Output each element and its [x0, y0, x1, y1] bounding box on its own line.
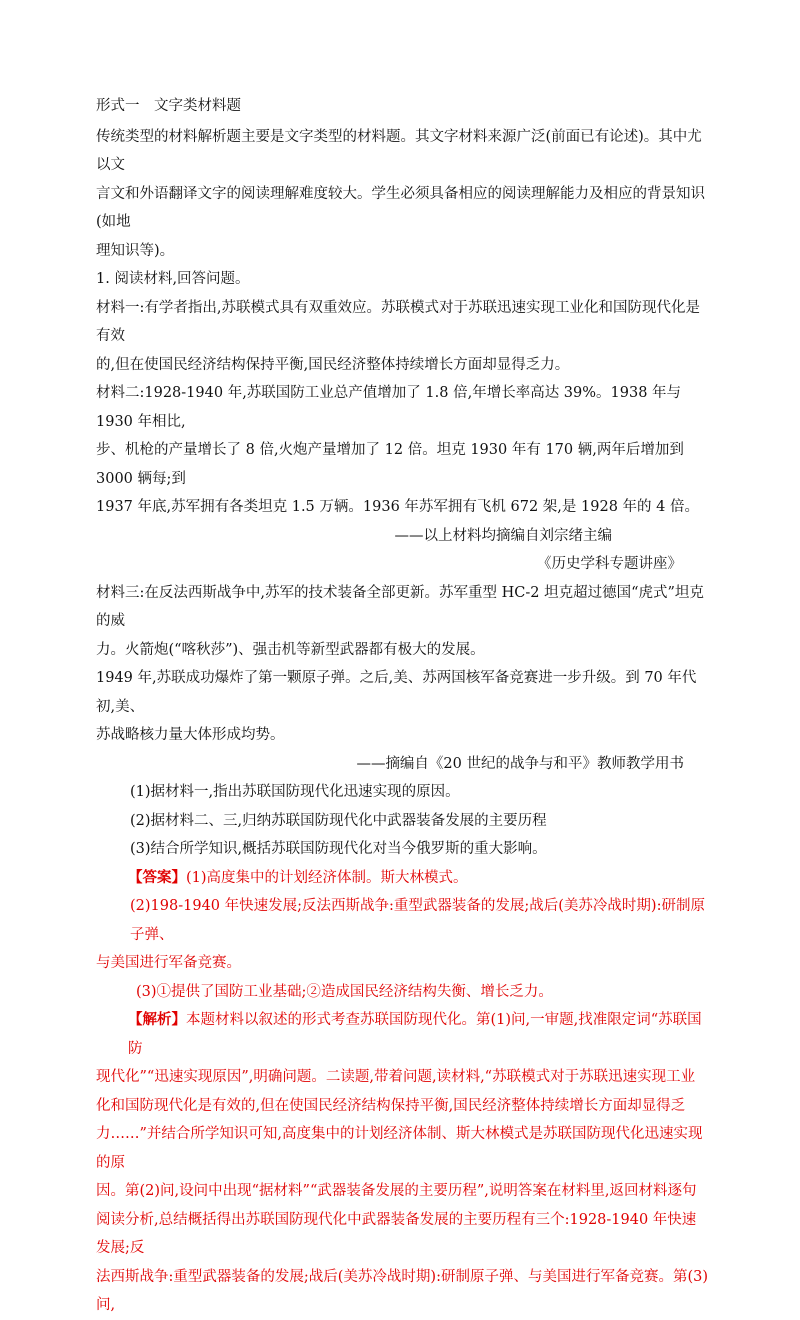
source-citation: ——以上材料均摘编自刘宗绪主编 — [394, 527, 612, 544]
answer-line — [96, 864, 708, 893]
question-item: (1)据材料一,指出苏联国防现代化迅速实现的原因。 — [130, 784, 460, 800]
question-heading: 1. 阅读材料,回答问题。 — [96, 271, 250, 287]
answer-line: 与美国进行军备竞赛。 — [96, 955, 241, 971]
material3-line: 苏战略核力量大体形成均势。 — [96, 727, 285, 743]
intro-line: 理知识等)。 — [96, 242, 175, 259]
source-citation: ——摘编自《20 世纪的战争与和平》教师教学用书 — [356, 755, 684, 772]
intro-line: 传统类型的材料解析题主要是文字类型的材料题。其文字材料来源广泛(前面已有论述)。其中尤以文 — [96, 128, 702, 173]
section-title: 形式一 文字类材料题 — [96, 98, 241, 114]
answer-line: (2)198-1940 年快速发展;反法西斯战争:重型武器装备的发展;战后(美苏冷战时期):研制原子弹、 — [130, 898, 705, 943]
analysis-line: 法西斯战争:重型武器装备的发展;战后(美苏冷战时期):研制原子弹、与美国进行军备竞赛。第(3)问, — [96, 1268, 709, 1313]
answer-label: 【答案】 — [128, 868, 186, 886]
analysis-line: 因。第(2)问,设问中出现“据材料”“武器装备发展的主要历程”,说明答案在材料里,返回材料逐句 — [96, 1183, 697, 1199]
material1-line: 材料一:有学者指出,苏联模式具有双重效应。苏联模式对于苏联迅速实现工业化和国防现代化是有效 — [96, 299, 700, 344]
analysis-line: 现代化”“迅速实现原因”,明确问题。二读题,带着问题,读材料,“苏联模式对于苏联迅速实现工业 — [96, 1069, 696, 1085]
material2-line: 材料二:1928-1940 年,苏联国防工业总产值增加了 1.8 倍,年增长率高达 39%。1938 年与 1930 年相比, — [96, 385, 682, 430]
answer-text: (1)高度集中的计划经济体制。斯大林模式。 — [186, 869, 468, 886]
question-item: (3)结合所学知识,概括苏联国防现代化对当今俄罗斯的重大影响。 — [130, 841, 547, 857]
material1-line: 的,但在使国民经济结构保持平衡,国民经济整体持续增长方面却显得乏力。 — [96, 356, 570, 373]
analysis-line — [96, 1006, 708, 1063]
material3-line: 材料三:在反法西斯战争中,苏军的技术装备全部更新。苏军重型 HC-2 坦克超过德国“虎式”坦克的威 — [96, 584, 704, 629]
material2-line: 1937 年底,苏军拥有各类坦克 1.5 万辆。1936 年苏军拥有飞机 672 架,是 1928 年的 4 倍。 — [96, 499, 699, 515]
source-citation-book: 《历史学科专题讲座》 — [537, 556, 682, 572]
analysis-line: 力……”并结合所学知识可知,高度集中的计划经济体制、斯大林模式是苏联国防现代化迅速实现的原 — [96, 1126, 703, 1171]
document-content — [96, 92, 708, 1320]
answer-line: (3)①提供了国防工业基础;②造成国民经济结构失衡、增长乏力。 — [136, 983, 553, 1000]
material3-line: 1949 年,苏联成功爆炸了第一颗原子弹。之后,美、苏两国核军备竞赛进一步升级。到 70 年代初,美、 — [96, 670, 697, 715]
material2-line: 步、机枪的产量增长了 8 倍,火炮产量增加了 12 倍。坦克 1930 年有 170 辆,两年后增加到 3000 辆每;到 — [96, 442, 684, 487]
intro-line: 言文和外语翻译文字的阅读理解难度较大。学生必须具备相应的阅读理解能力及相应的背景知识(如地 — [96, 185, 705, 230]
analysis-label: 【解析】 — [128, 1011, 186, 1028]
question-item: (2)据材料二、三,归纳苏联国防现代化中武器装备发展的主要历程 — [130, 812, 547, 829]
analysis-text: 本题材料以叙述的形式考查苏联国防现代化。第(1)问,一审题,找准限定词“苏联国防 — [128, 1012, 702, 1057]
analysis-line: 阅读分析,总结概括得出苏联国防现代化中武器装备发展的主要历程有三个:1928-1940 年快速发展;反 — [96, 1211, 697, 1256]
material3-line: 力。火箭炮(“喀秋莎”)、强击机等新型武器都有极大的发展。 — [96, 641, 485, 658]
analysis-line: 化和国防现代化是有效的,但在使国民经济结构保持平衡,国民经济整体持续增长方面却显得乏 — [96, 1097, 686, 1114]
